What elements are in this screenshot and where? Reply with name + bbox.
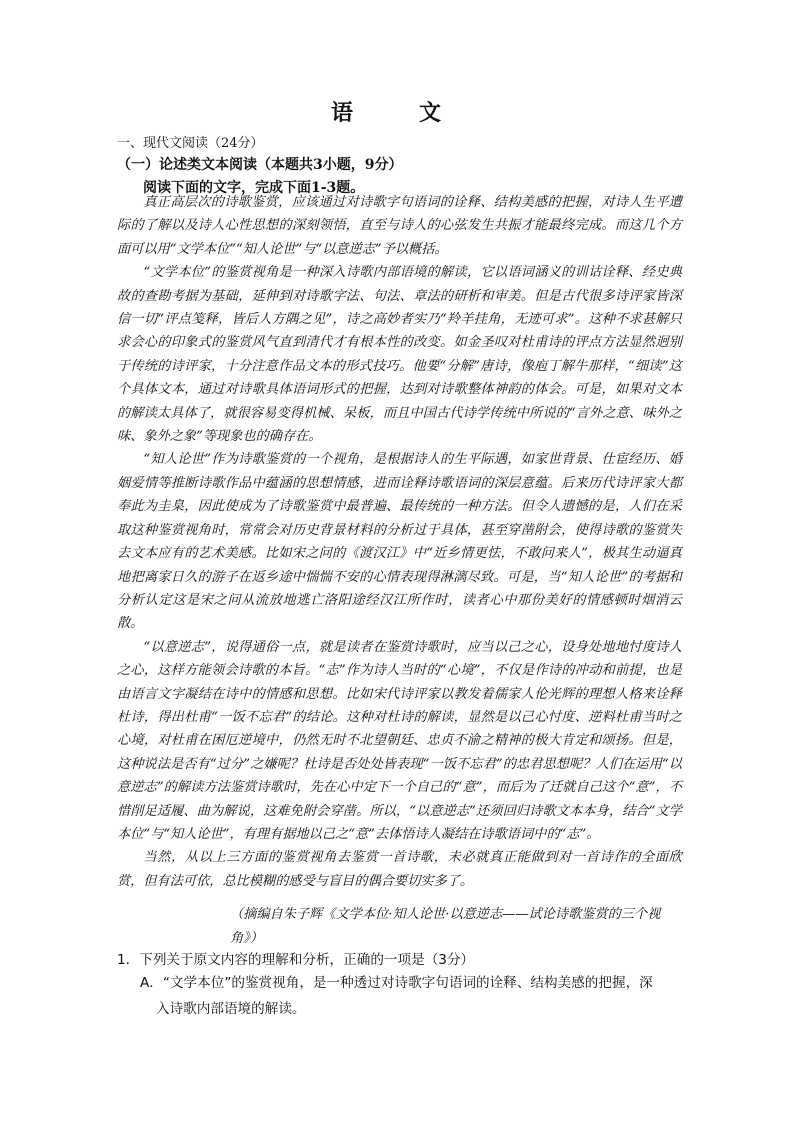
- option-a-text: “文学本位”的鉴赏视角，是一种透过对诗歌字句语词的诠释、结构美感的把握，深: [162, 975, 653, 991]
- question-stem: 1．下列关于原文内容的理解和分析，正确的一项是（3分）: [117, 952, 475, 968]
- page-title: 语 文: [330, 100, 463, 126]
- passage-paragraph: 真正高层次的诗歌鉴赏，应该通过对诗歌字句语词的诠释、结构美感的把握，对诗人生平遭际的了解以及诗人心性思想的深刻领悟，直至与诗人的心弦发生共振才能最终完成。而这几个方面可以用“文学本位”“知人论世”与“以意逆志”予以概括。: [117, 195, 682, 257]
- reading-instruction: 阅读下面的文字，完成下面1-3题。: [143, 180, 365, 196]
- passage-paragraph: “以意逆志”，说得通俗一点，就是读者在鉴赏诗歌时，应当以己之心，设身处地地忖度诗人之心，这样方能领会诗歌的本旨。“志”作为诗人当时的“心境”，不仅是作诗的冲动和前提，也是由语言文字凝结在诗中的情感和思想。比如宋代诗评家以教发着儒家人伦光辉的理想人格来诠释杜诗，得出杜甫“一饭不忘君”的结论。这种对杜诗的解读，显然是以己心忖度、逆料杜甫当时之心境，对杜甫在困厄逆境中，仍然无时不北望朝廷、忠贞不渝之精神的极大肯定和颂扬。但是，这种说法是否有“过分”之嫌呢？杜诗是否处处皆表现“一饭不忘君”的忠君思想呢？人们在运用“以意逆志”的解读方法鉴赏诗歌时，先在心中定下一个自己的“意”，而后为了迁就自己这个“意”，不惜削足适履、曲为解说，这难免附会穿凿。所以，“以意逆志”还须回归诗歌文本本身，结合“文学本位”与“知人论世”，有理有据地以己之“意”去体悟诗人凝结在诗歌语词中的“志”。: [117, 639, 682, 842]
- option-a-letter: A．: [140, 975, 163, 991]
- option-a: [140, 970, 685, 1022]
- passage-paragraph: “知人论世”作为诗歌鉴赏的一个视角，是根据诗人的生平际遇，如家世背景、仕宦经历、婚姻爱情等推断诗歌作品中蕴涵的思想情感，进而诠释诗歌语词的深层意蕴。后来历代诗评家大都奉此为圭臬，因此使成为了诗歌鉴赏中最普遍、最传统的一种方法。但令人遗憾的是，人们在采取这种鉴赏视角时，常常会对历史背景材料的分析过于具体，甚至穿凿附会，使得诗歌的鉴赏失去文本应有的艺术美感。比如宋之问的《渡汉江》中“近乡情更怯，不敢问来人”，极其生动逼真地把离家日久的游子在返乡途中惴惴不安的心情表现得淋漓尽致。可是，当“知人论世”的考据和分析认定这是宋之问从流放地逃亡洛阳途经汉江所作时，读者心中那份美好的情感顿时烟消云散。: [117, 452, 682, 632]
- passage-paragraph: 当然，从以上三方面的鉴赏视角去鉴赏一首诗歌，未必就真正能做到对一首诗作的全面欣赏，但有法可依，总比模糊的感受与盲目的偶合要切实多了。: [117, 850, 682, 889]
- option-a-continuation: 入诗歌内部语境的解读。: [156, 1001, 306, 1017]
- subsection-heading: （一）论述类文本阅读（本题共3小题，9分）: [117, 157, 403, 173]
- passage-source: （摘编自朱子辉《文学本位·知人论世·以意逆志——试论诗歌鉴赏的三个视角》）: [230, 907, 661, 946]
- passage-paragraph: “文学本位”的鉴赏视角是一种深入诗歌内部语境的解读，它以语词涵义的训诂诠释、经史典故的查勘考据为基础，延伸到对诗歌字法、句法、章法的研析和审美。但是古代很多诗评家皆深信一切“评点笺释，皆后人方隅之见”，诗之高妙者实乃“羚羊挂角，无迹可求”。这种不求甚解只求会心的印象式的鉴赏风气直到清代才有根本性的改变。如金圣叹对杜甫诗的评点方法显然迥别于传统的诗评家，十分注意作品文本的形式技巧。他要“分解”唐诗，像庖丁解牛那样，“细读”这个具体文本，通过对诗歌具体语词形式的把握，达到对诗歌整体神韵的体会。可是，如果对文本的解读太具体了，就很容易变得机械、呆板，而且中国古代诗学传统中所说的“言外之意、味外之味、象外之象”等现象也的确存在。: [117, 265, 682, 445]
- section-heading: 一、现代文阅读（24分）: [117, 136, 264, 151]
- passage-body: [117, 191, 682, 893]
